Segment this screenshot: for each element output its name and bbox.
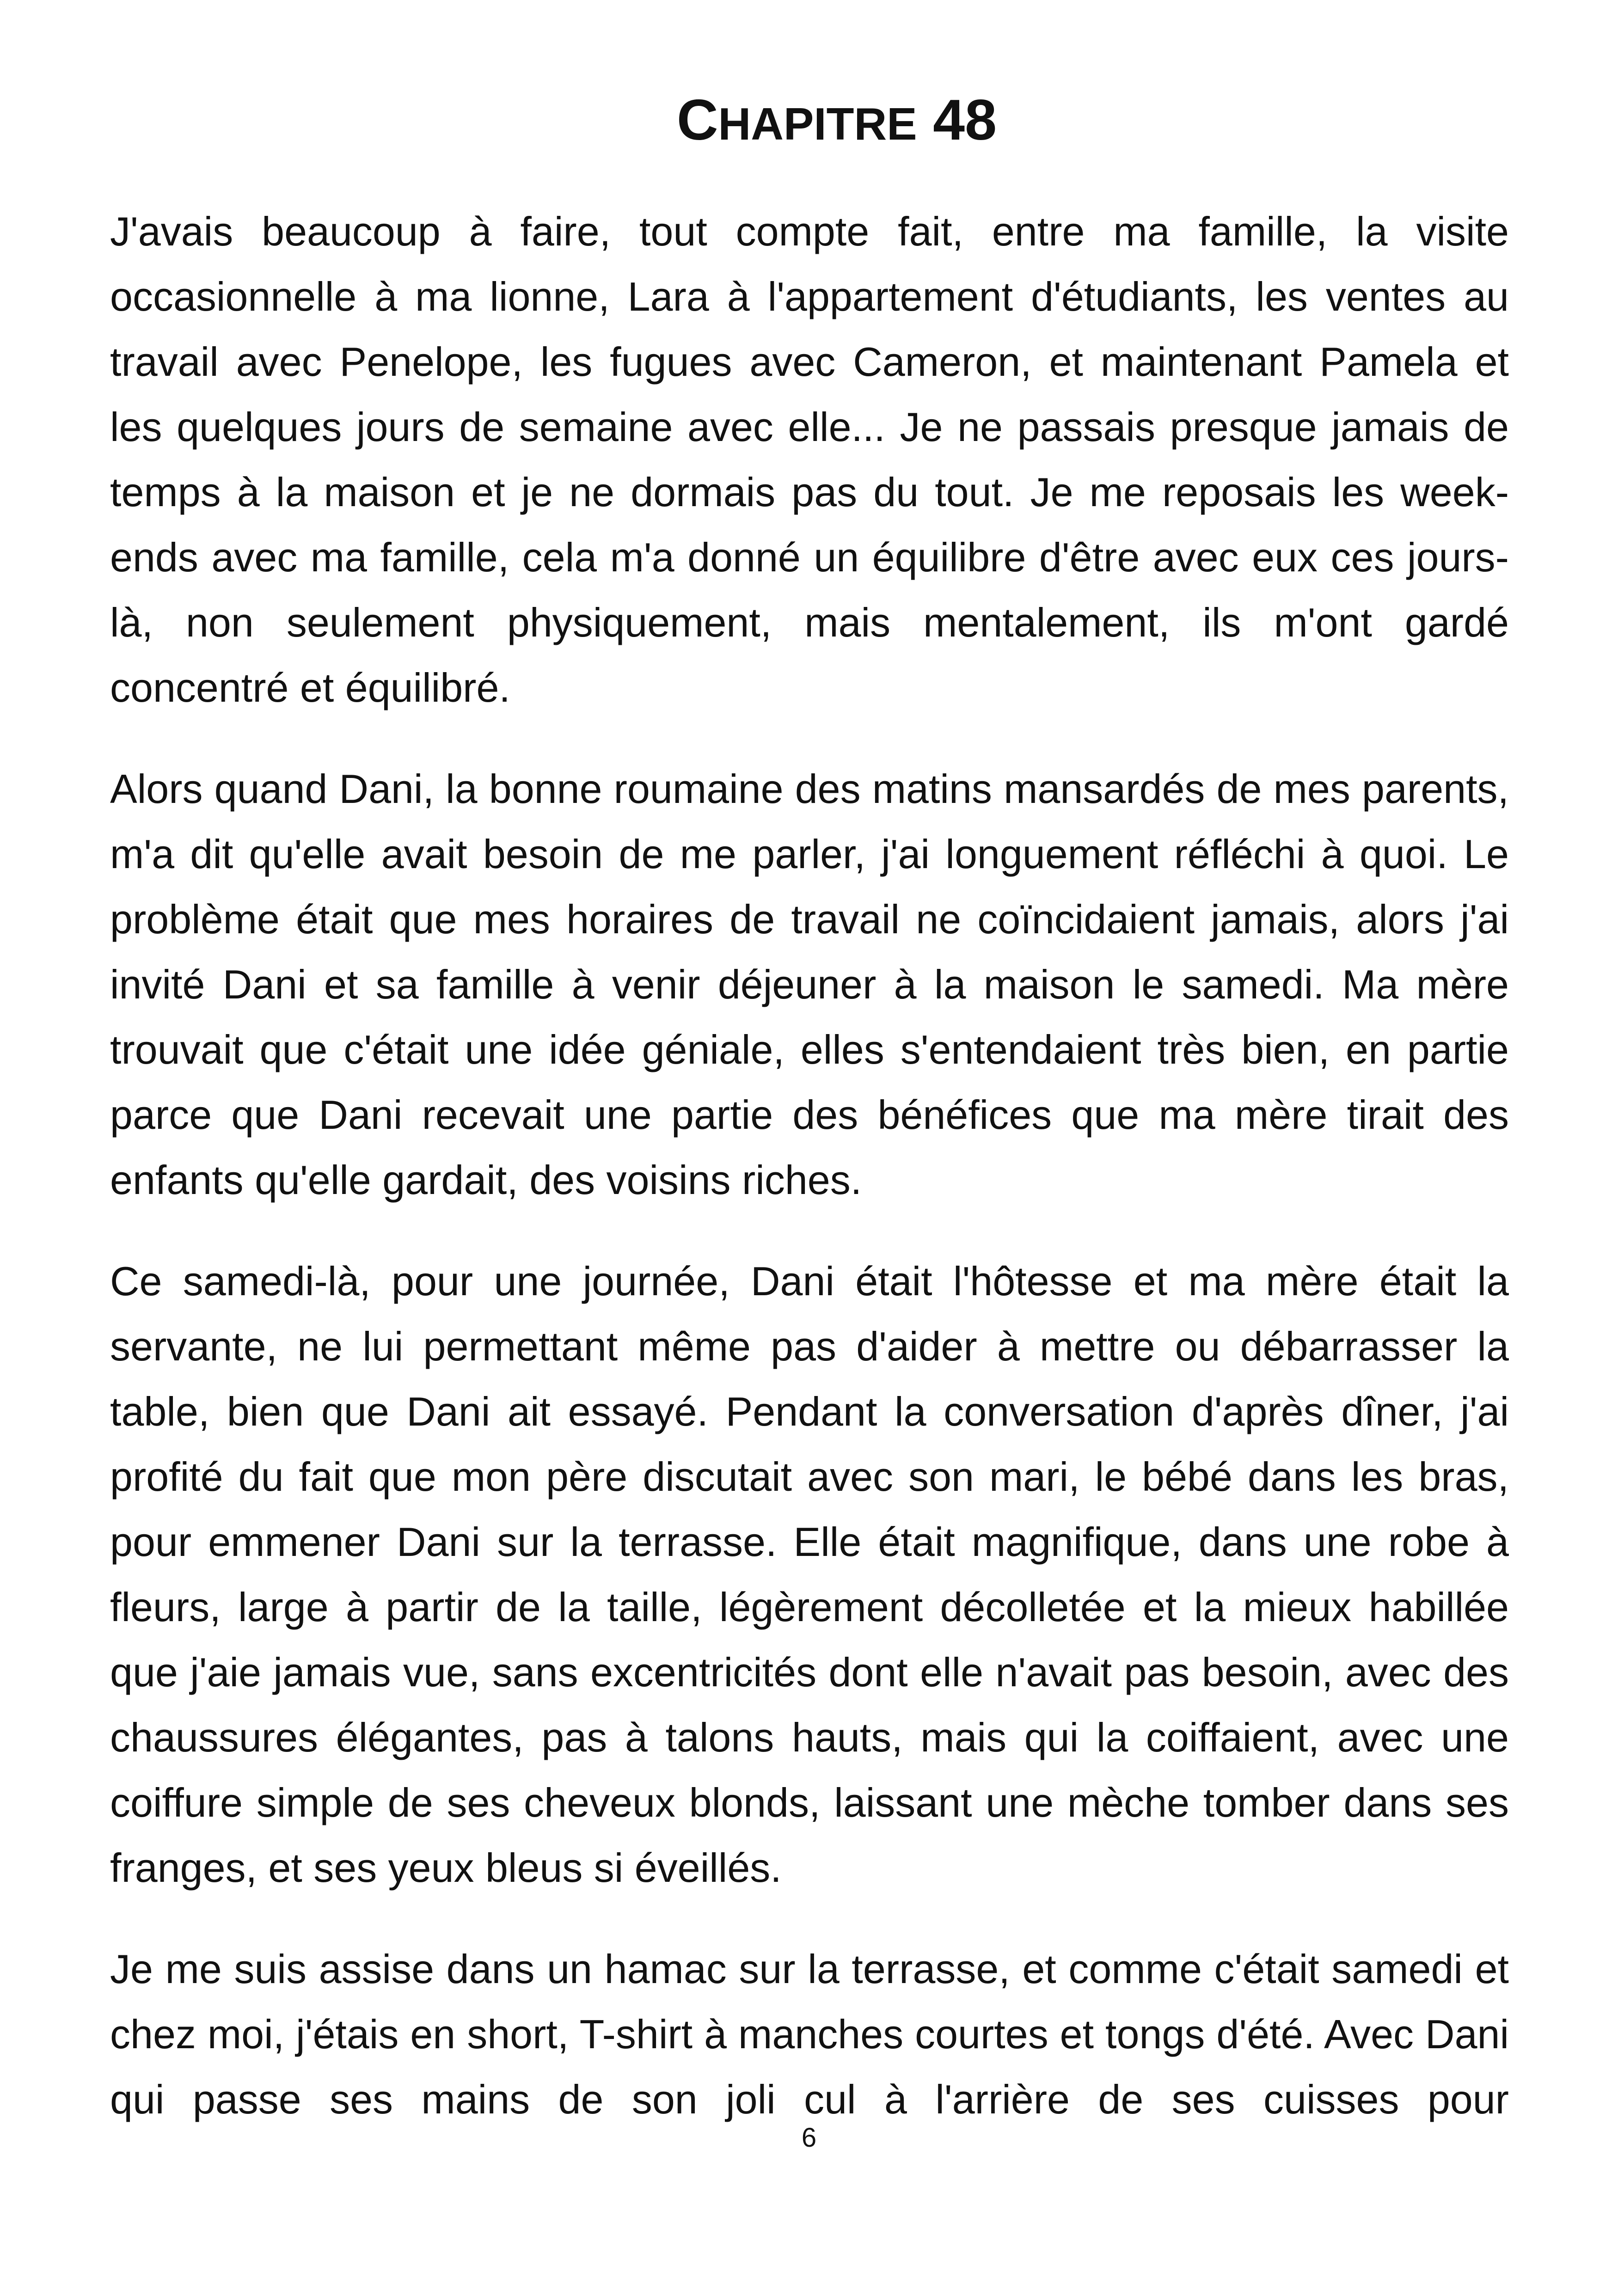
page-number: 6	[801, 2123, 817, 2153]
chapter-number: 48	[933, 88, 997, 152]
paragraph-1: J'avais beaucoup à faire, tout compte fait, entre ma famille, la visite occasionnelle à ma lionne, Lara à l'appartement d'étudiants, les ventes au travail avec Penelope, les fugues avec Cameron, et maintenant Pamela et les quelques jours de semaine avec elle... Je ne passais presque jamais de temps à la maison et je ne dormais pas du tout. Je me reposais les week-ends avec ma famille, cela m'a donné un équilibre d'être avec eux ces jours-là, non seulement physiquement, mais mentalement, ils m'ont gardé concentré et équilibré.	[110, 208, 1509, 710]
chapter-title-word: HAPITRE	[718, 98, 917, 149]
chapter-title	[0, 83, 1618, 161]
paragraph-3: Ce samedi-là, pour une journée, Dani était l'hôtesse et ma mère était la servante, ne lui permettant même pas d'aider à mettre ou débarrasser la table, bien que Dani ait essayé. Pendant la conversation d'après dîner, j'ai profité du fait que mon père discutait avec son mari, le bébé dans les bras, pour emmener Dani sur la terrasse. Elle était magnifique, dans une robe à fleurs, large à partir de la taille, légèrement décolletée et la mieux habillée que j'aie jamais vue, sans excentricités dont elle n'avait pas besoin, avec des chaussures élégantes, pas à talons hauts, mais qui la coiffaient, avec une coiffure simple de ses cheveux blonds, laissant une mèche tomber dans ses franges, et ses yeux bleus si éveillés.	[110, 1258, 1509, 1891]
paragraph-2: Alors quand Dani, la bonne roumaine des matins mansardés de mes parents, m'a dit qu'elle avait besoin de me parler, j'ai longuement réfléchi à quoi. Le problème était que mes horaires de travail ne coïncidaient jamais, alors j'ai invité Dani et sa famille à venir déjeuner à la maison le samedi. Ma mère trouvait que c'était une idée géniale, elles s'entendaient très bien, en partie parce que Dani recevait une partie des bénéfices que ma mère tirait des enfants qu'elle gardait, des voisins riches.	[110, 766, 1509, 1203]
paragraph-4: Je me suis assise dans un hamac sur la terrasse, et comme c'était samedi et chez moi, j'étais en short, T-shirt à manches courtes et tongs d'été. Avec Dani qui passe ses mains de son joli cul à l'arrière de ses cuisses pour	[110, 1946, 1509, 2122]
chapter-body	[110, 199, 1509, 2168]
chapter-title-initial: C	[676, 88, 718, 152]
